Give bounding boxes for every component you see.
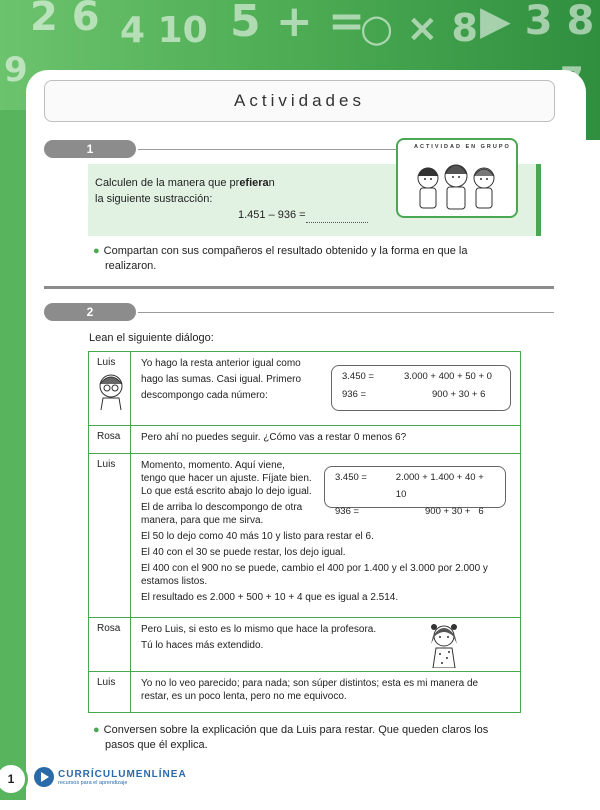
- dialog-intro: Lean el siguiente diálogo:: [89, 332, 214, 344]
- speech-line: manera, para que me sirva.: [141, 515, 264, 526]
- bullet-2-line2: pasos que él explica.: [105, 739, 208, 751]
- speech-line: Lo que está escrito abajo lo dejo igual.: [141, 486, 312, 497]
- calc-parts: 900 + 30 + 6: [425, 506, 484, 517]
- page-title: Actividades: [44, 80, 555, 122]
- section-divider: [44, 286, 554, 289]
- speech-cell: [131, 426, 520, 453]
- task-line1-prefix: Calculen de la manera que pr: [95, 177, 240, 189]
- rosa-illustration: [427, 622, 461, 668]
- calc-parts: 3.000 + 400 + 50 + 0: [404, 371, 492, 382]
- page-number: 1: [0, 762, 28, 796]
- decorative-numerals: 4 10: [120, 10, 208, 51]
- speech-line: estamos listos.: [141, 576, 208, 587]
- bullet-icon: ●: [93, 245, 100, 257]
- speech-cell: [131, 352, 520, 425]
- section-1-number: 1: [44, 140, 136, 158]
- calc-term: 936 =: [342, 389, 367, 400]
- decorative-numerals: ▶ 3 8: [480, 0, 595, 44]
- dialog-row: [89, 671, 520, 712]
- speech-line: Yo hago la resta anterior igual como: [141, 358, 301, 369]
- dialog-row: [89, 425, 520, 453]
- bullet-2-line1: Conversen sobre la explicación que da Luis para restar. Que queden claros los: [103, 724, 489, 736]
- task-line2: la siguiente sustracción:: [95, 193, 213, 205]
- calc-parts: 900 + 30 + 6: [432, 389, 486, 400]
- calc-parts: 2.000 + 1.400 + 40 + 10: [395, 472, 484, 500]
- speech-cell: [131, 618, 520, 671]
- decomposition-box: [331, 365, 511, 411]
- speaker-name: Luis: [97, 357, 116, 368]
- answer-blank: [306, 222, 368, 223]
- bullet-1-line1: Compartan con sus compañeros el resultado obtenido y la forma en que la: [103, 245, 468, 257]
- speaker-name: Luis: [89, 454, 131, 617]
- speech-line: Momento, momento. Aquí viene,: [141, 460, 285, 471]
- speaker-name: Luis: [89, 672, 131, 712]
- speech-line: El 40 con el 30 se puede restar, los dejo igual.: [141, 547, 346, 558]
- speaker-name: Rosa: [89, 618, 131, 671]
- luis-illustration: [97, 370, 127, 410]
- speech-line: tengo que hacer un ajuste. Fíjate bien.: [141, 473, 312, 484]
- calc-term: 3.450 =: [342, 371, 374, 382]
- left-accent-bar: [0, 110, 26, 800]
- speech-line: restar, es un poco lenta, pero no me equivoco.: [141, 691, 347, 702]
- speaker-name: Rosa: [89, 426, 131, 453]
- decorative-numerals: ○ × 8: [360, 6, 478, 50]
- decorative-numerals: 5 + =: [230, 0, 365, 47]
- dialog-row: [89, 352, 520, 425]
- logo-play-icon: [34, 767, 54, 787]
- curriculum-logo[interactable]: [34, 767, 187, 787]
- decorative-numerals: 9: [4, 50, 28, 90]
- speech-line: El 50 lo dejo como 40 más 10 y listo para restar el 6.: [141, 531, 374, 542]
- speech-line: Tú lo haces más extendido.: [141, 640, 264, 651]
- speech-line: El 400 con el 900 no se puede, cambio el 400 por 1.400 y el 3.000 por 2.000 y: [141, 563, 488, 574]
- calc-term: 936 =: [335, 506, 360, 517]
- decorative-numerals: 2 6: [30, 0, 100, 40]
- speech-line: El resultado es 2.000 + 500 + 10 + 4 que es igual a 2.514.: [141, 592, 399, 603]
- speech-line: El de arriba lo descompongo de otra: [141, 502, 303, 513]
- group-activity-badge: [396, 138, 518, 218]
- speech-line: hago las sumas. Casi igual. Primero: [141, 374, 302, 385]
- task-line1-suffix: n: [268, 177, 275, 189]
- speaker-cell: [89, 352, 131, 425]
- speech-line: descompongo cada número:: [141, 390, 268, 401]
- speech-line: Pero Luis, si esto es lo mismo que hace la profesora.: [141, 624, 377, 635]
- badge-label: ACTIVIDAD EN GRUPO: [414, 144, 511, 150]
- section-2-number: 2: [44, 303, 136, 321]
- speech-line: Yo no lo veo parecido; para nada; son súper distintos; esta es mi manera de: [141, 678, 479, 689]
- dialog-row: [89, 453, 520, 617]
- subtraction-equation: 1.451 – 936 =: [238, 209, 306, 221]
- section-2-rule: [138, 312, 554, 313]
- logo-name: CURRÍCULUMENLÍNEA: [58, 768, 187, 780]
- bullet-1-line2: realizaron.: [105, 260, 157, 272]
- decomposition-box: [324, 466, 506, 517]
- speech-cell: [131, 454, 520, 617]
- section-1-rule: [138, 149, 398, 150]
- dialog-row: [89, 617, 520, 671]
- task-line1-bold: efiera: [239, 177, 269, 189]
- speech-line: Pero ahí no puedes seguir. ¿Cómo vas a restar 0 menos 6?: [141, 432, 407, 443]
- dialog-table: [88, 351, 521, 713]
- task-text: [95, 175, 275, 207]
- bullet-icon: ●: [93, 724, 100, 736]
- section-1-bullet: [93, 244, 467, 274]
- logo-tagline: recursos para el aprendizaje: [58, 779, 128, 786]
- section-2-bullet: [93, 723, 488, 753]
- calc-term: 3.450 =: [335, 472, 367, 483]
- speech-cell: [131, 672, 520, 712]
- children-illustration: [398, 140, 516, 216]
